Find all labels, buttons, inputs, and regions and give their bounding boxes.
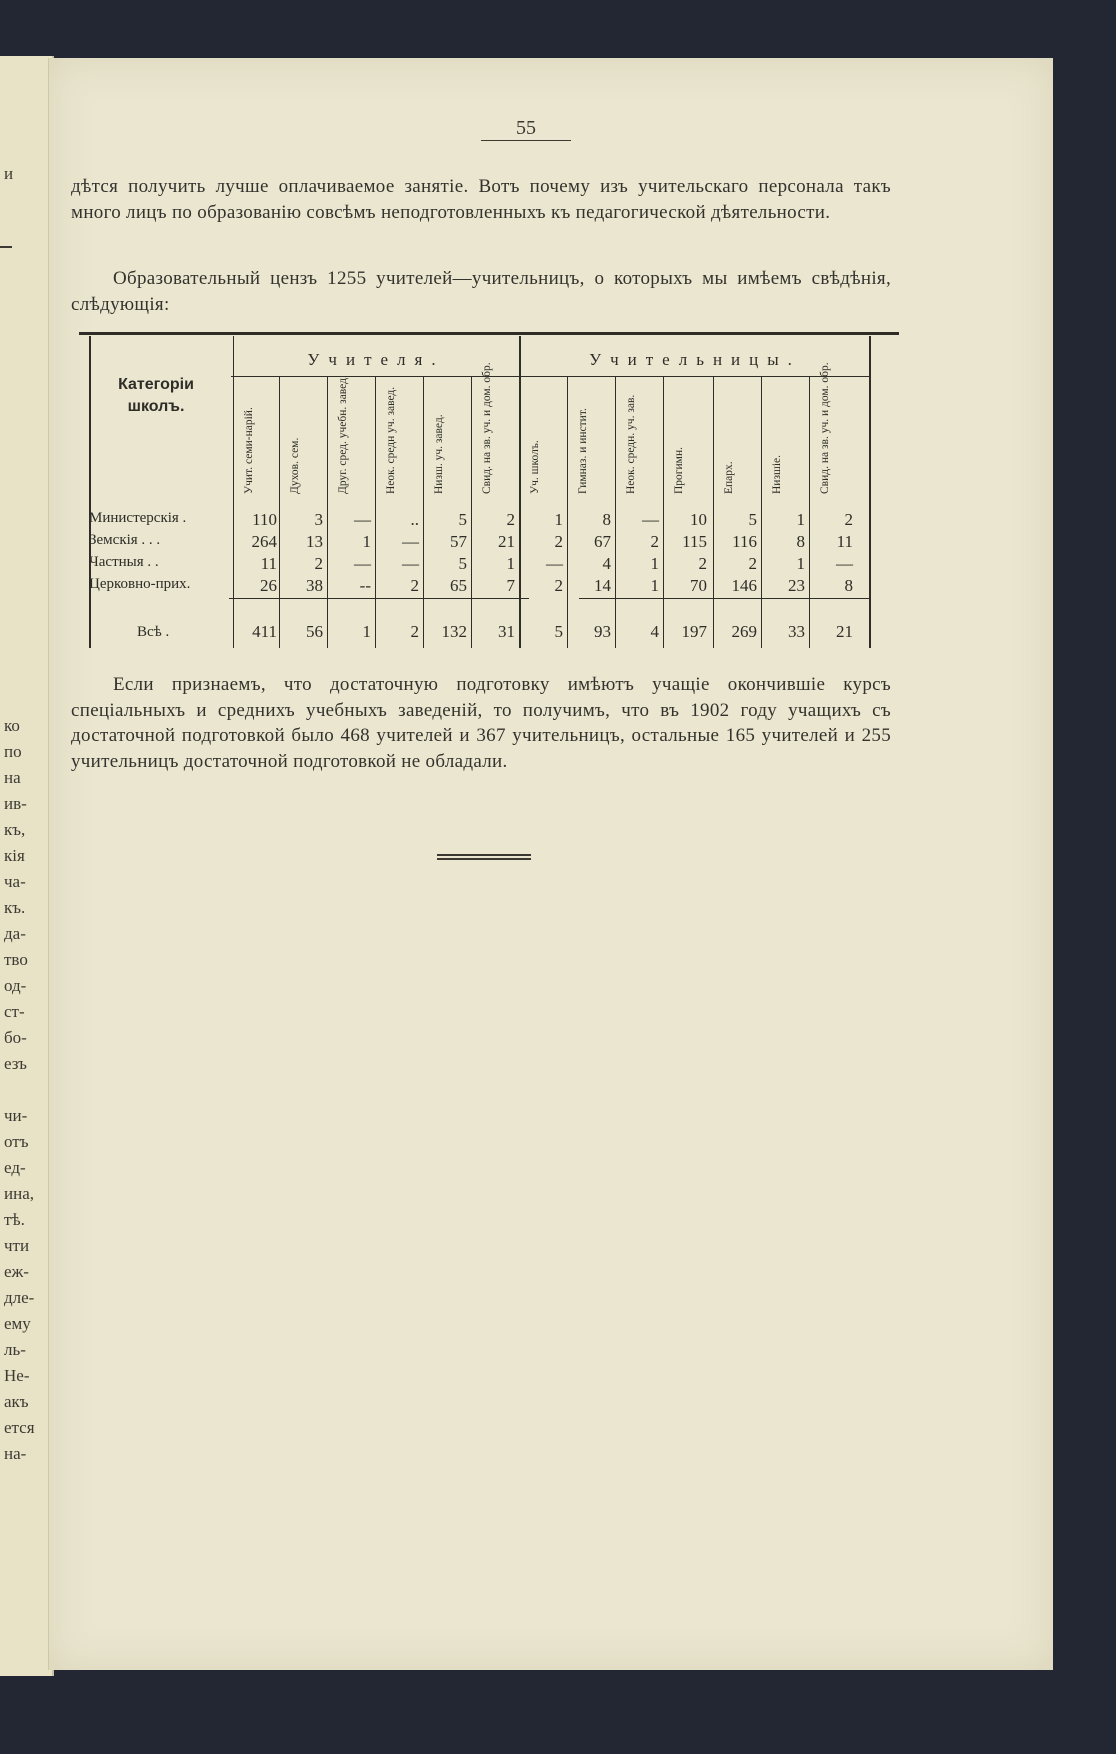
- left-page-fragment: ко: [4, 716, 20, 735]
- column-header: Друг. сред. учебн. завед.: [337, 375, 349, 494]
- left-page-fragment: ча-: [4, 872, 26, 891]
- total-cell: 56: [306, 622, 323, 641]
- left-page-fragment: езъ: [4, 1054, 27, 1073]
- left-page-fragment: кія: [4, 846, 25, 865]
- table-cell: 1: [362, 532, 371, 551]
- table-cell: —: [354, 554, 371, 573]
- table-top-rule: [79, 332, 899, 335]
- left-page-fragment: отъ: [4, 1132, 29, 1151]
- table-column-rule: [233, 336, 234, 648]
- table-cell: —: [402, 554, 419, 573]
- column-header: Уч. школъ.: [529, 440, 541, 494]
- column-header: Учит. семи-нарій.: [243, 407, 255, 494]
- table-cell: 2: [554, 576, 563, 595]
- table-cell: 8: [796, 532, 805, 551]
- table-cell: 23: [788, 576, 805, 595]
- total-cell: 2: [410, 622, 419, 641]
- table-cell: 26: [260, 576, 277, 595]
- table-cell: 1: [796, 510, 805, 529]
- table-cell: —: [402, 532, 419, 551]
- paragraph-2: [71, 266, 891, 317]
- table-cell: 2: [844, 510, 853, 529]
- left-page-dash: [0, 246, 12, 248]
- group-header-teachers-male: Учителя.: [307, 350, 445, 369]
- total-cell: 132: [441, 622, 467, 641]
- column-header: Низш. уч. завед.: [433, 414, 445, 494]
- table-cell: 2: [698, 554, 707, 573]
- table-cell: 2: [314, 554, 323, 573]
- book-page: [48, 58, 1053, 1670]
- table-left-border: [89, 336, 91, 648]
- row-label: Министерскія .: [89, 510, 187, 526]
- table-cell: 67: [594, 532, 611, 551]
- page-number: 55: [481, 116, 571, 141]
- left-page-fragment: и: [4, 164, 14, 183]
- table-group-divider: [519, 336, 521, 648]
- left-page-fragment: ст-: [4, 1002, 25, 1021]
- left-page-fragment: тѣ.: [4, 1210, 25, 1229]
- table-cell: 2: [748, 554, 757, 573]
- table-cell: 10: [690, 510, 707, 529]
- left-page-fragment: къ.: [4, 898, 26, 917]
- table-cell: 146: [731, 576, 757, 595]
- left-page-fragment: тво: [4, 950, 28, 969]
- left-page-fragment: да-: [4, 924, 26, 943]
- total-cell: 93: [594, 622, 611, 641]
- table-cell: —: [546, 554, 563, 573]
- table-cell: 1: [506, 554, 515, 573]
- total-cell: 31: [498, 622, 515, 641]
- table-cell: 116: [732, 532, 757, 551]
- left-page-fragment: чи-: [4, 1106, 28, 1125]
- column-header: Неок. средн. уч. зав.: [625, 394, 637, 494]
- column-header: Низшіе.: [771, 454, 783, 494]
- row-label: Церковно-прих.: [89, 576, 191, 592]
- table-cell: —: [836, 554, 853, 573]
- left-page-fragment: ина,: [4, 1184, 34, 1203]
- table-cell: 3: [314, 510, 323, 529]
- paragraph-3: [71, 672, 891, 774]
- table-cell: 70: [690, 576, 707, 595]
- table-cell: 2: [650, 532, 659, 551]
- left-page-fragment: чти: [4, 1236, 30, 1255]
- table-cell: —: [354, 510, 371, 529]
- total-cell: 269: [731, 622, 757, 641]
- table-cell: 14: [594, 576, 611, 595]
- table-cell: 110: [252, 510, 277, 529]
- left-page-edge: [0, 56, 54, 1676]
- left-page-fragment: къ,: [4, 820, 26, 839]
- left-page-fragment: на-: [4, 1444, 27, 1463]
- left-page-fragment: ль-: [4, 1340, 26, 1359]
- education-table: [79, 332, 899, 650]
- total-cell: 5: [554, 622, 563, 641]
- column-header: Прогимн.: [673, 447, 685, 494]
- table-cell: 264: [251, 532, 277, 551]
- table-cell: 115: [682, 532, 707, 551]
- paragraph-1: дѣтся получить лучше оплачиваемое занятіе. Вотъ почему изъ учительскаго персонала такъ много лицъ по образованію совсѣмъ неподготовленныхъ къ педагогической дѣятельности.: [71, 176, 891, 223]
- total-cell: 33: [788, 622, 805, 641]
- table-cell: 2: [554, 532, 563, 551]
- left-page-fragment: по: [4, 742, 22, 761]
- left-page-fragment: ив-: [4, 794, 27, 813]
- column-header: Епарх.: [723, 461, 735, 494]
- table-cell: 8: [602, 510, 611, 529]
- table-cell: 5: [458, 554, 467, 573]
- left-page-fragment: ед-: [4, 1158, 26, 1177]
- total-cell: 21: [836, 622, 853, 641]
- left-page-fragment: Не-: [4, 1366, 30, 1385]
- table-cell: 21: [498, 532, 515, 551]
- column-header: Свид. на зв. уч. и дом. обр.: [481, 362, 493, 494]
- total-cell: 411: [252, 622, 277, 641]
- table-cell: 5: [458, 510, 467, 529]
- column-header: Духов. сем.: [289, 437, 301, 494]
- table-cell: --: [359, 576, 371, 595]
- table-cell: 38: [306, 576, 323, 595]
- left-page-fragment: бо-: [4, 1028, 27, 1047]
- table-cell: 57: [450, 532, 467, 551]
- row-label: Земскія . . .: [89, 532, 161, 548]
- column-header: Неок. средн уч. завед.: [385, 386, 397, 494]
- table-sum-rule-right: [579, 598, 869, 599]
- total-cell: 4: [650, 622, 659, 641]
- column-header: Свид. на зв. уч. и дом. обр.: [819, 362, 831, 494]
- table-cell: 13: [306, 532, 323, 551]
- table-cell: 5: [748, 510, 757, 529]
- table-cell: 11: [836, 532, 853, 551]
- left-page-fragment: дле-: [4, 1288, 35, 1307]
- table-right-border: [869, 336, 871, 648]
- table-cell: 8: [844, 576, 853, 595]
- left-page-fragment: акъ: [4, 1392, 29, 1411]
- table-cell: 1: [650, 554, 659, 573]
- category-header: Категоріи школъ.: [118, 376, 194, 415]
- left-page-fragment: ему: [4, 1314, 31, 1333]
- table-cell: 2: [410, 576, 419, 595]
- table-cell: 4: [602, 554, 611, 573]
- paragraph-2-text: Образовательный цензъ 1255 учителей—учительницъ, о которыхъ мы имѣемъ свѣдѣнія, слѣдующія:: [71, 268, 891, 315]
- left-page-fragment: еж-: [4, 1262, 29, 1281]
- total-cell: 1: [362, 622, 371, 641]
- table-cell: 1: [554, 510, 563, 529]
- table-cell: 1: [796, 554, 805, 573]
- table-cell: 11: [260, 554, 277, 573]
- closing-rule-1: [437, 854, 531, 856]
- left-page-fragment: ется: [4, 1418, 35, 1437]
- table-cell: —: [642, 510, 659, 529]
- group-header-teachers-female: Учительницы.: [589, 350, 801, 369]
- table-cell: 7: [506, 576, 515, 595]
- left-page-fragment: од-: [4, 976, 27, 995]
- paragraph-3-text: Если признаемъ, что достаточную подготовку имѣютъ учащіе окончившіе курсъ спеціальныхъ и среднихъ учебныхъ заведеній, то получимъ, что въ 1902 году учащихъ съ достаточной подготовкой было 468 учителей и 367 учительницъ, остальные 165 учителей и 255 учительницъ достаточной подготовкой не обладали.: [71, 674, 891, 772]
- closing-rule-2: [437, 858, 531, 860]
- table-cell: 65: [450, 576, 467, 595]
- total-row-label: Всѣ .: [137, 624, 170, 640]
- table-cell: 2: [506, 510, 515, 529]
- row-label: Частныя . .: [89, 554, 159, 570]
- total-cell: 197: [681, 622, 707, 641]
- left-page-fragment: на: [4, 768, 21, 787]
- column-header: Гимназ. и инстит.: [577, 408, 589, 494]
- table-cell: 1: [650, 576, 659, 595]
- table-sum-rule-left: [229, 598, 529, 599]
- table-cell: ..: [410, 510, 419, 529]
